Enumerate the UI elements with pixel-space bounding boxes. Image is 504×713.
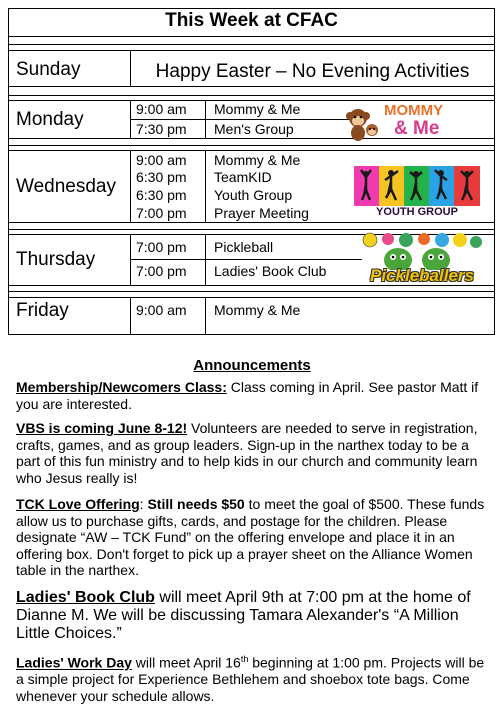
mommy-and-me-logo: [344, 100, 448, 144]
event-activity: Men's Group: [214, 121, 294, 137]
dancers-icon: [354, 166, 480, 206]
rule: [130, 259, 362, 260]
announcements-title: Announcements: [193, 357, 311, 374]
rule: [8, 145, 495, 146]
day-thursday: Thursday: [16, 249, 96, 270]
rule: [8, 8, 9, 335]
rule: [8, 291, 495, 292]
day-wednesday: Wednesday: [16, 176, 116, 197]
pickleball-icon: [358, 230, 486, 270]
mommy-logo-text: MOMMY: [384, 102, 444, 119]
announcement-body: to meet the goal of $500. These funds allow us to purchase gifts, cards, and postage for the children. Please designate “AW – TCK Fund” on the offering envelope and place it in an offering box. Don't forget to pick up a prayer sheet on the Alliance Women table in the narthex.: [16, 496, 485, 578]
sunday-message: Happy Easter – No Evening Activities: [155, 61, 470, 82]
rule: [205, 234, 206, 285]
rule: [205, 297, 206, 334]
rule: [8, 150, 495, 151]
announcement-heading: Membership/Newcomers Class:: [16, 379, 227, 395]
announcement-vbs: [16, 420, 488, 486]
announcement-highlight: Still needs $50: [147, 496, 245, 512]
event-time: 7:00 pm: [136, 263, 187, 279]
announcement-membership: [16, 379, 488, 412]
announcement-heading: Ladies' Work Day: [16, 654, 132, 671]
announcement-book-club: [16, 589, 488, 643]
rule: [8, 8, 495, 9]
event-time: 9:00 am: [136, 101, 187, 117]
rule: [8, 222, 495, 223]
event-activity: TeamKID: [214, 169, 272, 185]
youth-group-logo: [354, 166, 480, 218]
announcement-work-day: [16, 651, 488, 704]
rule: [130, 234, 131, 285]
rule: [130, 297, 131, 334]
event-time: 6:30 pm: [136, 169, 187, 185]
day-sunday: Sunday: [16, 59, 81, 80]
day-monday: Monday: [16, 109, 84, 130]
pickle-logo-text: Pickleballers: [370, 266, 474, 285]
event-time: 6:30 pm: [136, 187, 187, 203]
announcement-colon: :: [139, 496, 148, 512]
event-activity: Mommy & Me: [214, 302, 301, 318]
rule: [130, 100, 131, 138]
ordinal-suffix: th: [240, 654, 249, 664]
event-activity: Ladies' Book Club: [214, 263, 327, 279]
rule: [8, 36, 495, 37]
rule: [205, 100, 206, 138]
me-logo-text: & Me: [394, 118, 440, 139]
rule: [494, 8, 495, 335]
event-activity: Prayer Meeting: [214, 205, 309, 221]
rule: [8, 95, 495, 96]
announcement-body: beginning at 1:00 pm. Projects will be a simple project for Experience Bethlehem and shoebox tote bags. Come whenever your schedule allows.: [16, 654, 485, 704]
announcement-body: Volunteers are needed to serve in registration, crafts, games, and as group leaders. Sign-up in the narthex today to be a part of this fun ministry and to help kids in our church and community learn who Jesus really is!: [16, 420, 478, 486]
rule: [8, 50, 495, 51]
event-activity: Youth Group: [214, 187, 293, 203]
announcement-body: will meet April 9th at 7:00 pm at the home of Dianne M. We will be discussing Tamara Alexander's “A Million Little Choices.”: [16, 589, 471, 642]
rule: [130, 150, 131, 222]
event-time: 9:00 am: [136, 152, 187, 168]
event-activity: Mommy & Me: [214, 152, 301, 168]
event-time: 7:00 pm: [136, 239, 187, 255]
announcement-body: Class coming in April. See pastor Matt if you are interested.: [16, 379, 479, 412]
announcement-heading: TCK Love Offering: [16, 496, 140, 512]
event-activity: Pickleball: [214, 239, 274, 255]
event-time: 7:30 pm: [136, 121, 187, 137]
rule: [8, 297, 495, 298]
event-time: 7:00 pm: [136, 205, 187, 221]
event-time: 9:00 am: [136, 302, 187, 318]
rule: [130, 119, 350, 120]
day-friday: Friday: [16, 300, 69, 321]
rule: [8, 334, 495, 335]
pickleballers-logo: [358, 230, 486, 290]
announcement-heading: VBS is coming June 8-12!: [16, 420, 188, 436]
announcement-body: will meet April 16: [131, 654, 241, 671]
rule: [8, 44, 495, 45]
rule: [205, 150, 206, 222]
announcement-heading: Ladies' Book Club: [16, 589, 155, 606]
announcement-tck: [16, 496, 488, 579]
schedule-title: This Week at CFAC: [165, 10, 338, 31]
youth-logo-text: YOUTH GROUP: [354, 206, 480, 220]
rule: [8, 86, 495, 87]
event-activity: Mommy & Me: [214, 101, 301, 117]
